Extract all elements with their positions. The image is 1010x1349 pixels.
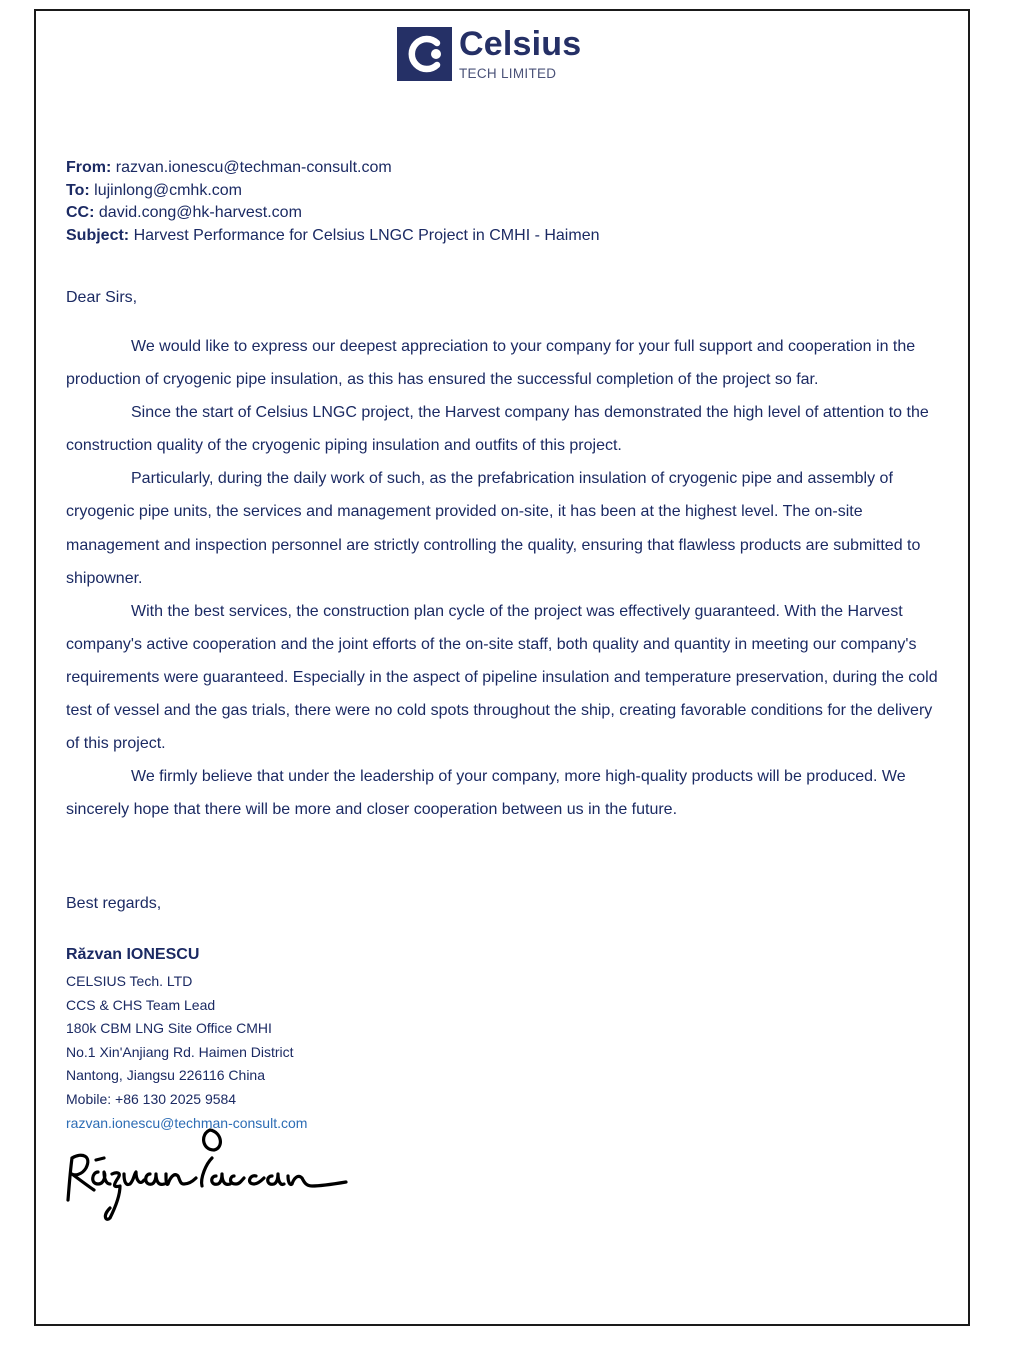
to-label: To:	[66, 181, 90, 199]
email-header	[66, 157, 599, 247]
paragraph: We firmly believe that under the leadership of your company, more high-quality products will be produced. We sincerely hope that there will be more and closer cooperation between us in the future.	[66, 768, 906, 819]
cc-line	[66, 202, 599, 225]
subject-value: Harvest Performance for Celsius LNGC Project in CMHI - Haimen	[133, 226, 600, 244]
closing: Best regards,	[66, 895, 162, 912]
logo-name: Celsius	[459, 25, 582, 63]
paragraph: With the best services, the construction plan cycle of the project was effectively guaranteed. With the Harvest company's active cooperation and the joint efforts of the on-site staff, both quality and quantity in meeting our company's requirements were guaranteed. Especially in the aspect of pipeline insulation and temperature preservation, during the cold test of vessel and the gas trials, there were no cold spots throughout the ship, creating favorable conditions for the delivery of this project.	[66, 602, 938, 753]
signatory-office: 180k CBM LNG Site Office CMHI	[66, 1020, 272, 1037]
greeting: Dear Sirs,	[66, 289, 138, 306]
signatory-company: CELSIUS Tech. LTD	[66, 973, 193, 989]
letter-body	[66, 330, 938, 826]
cc-value: david.cong@hk-harvest.com	[98, 204, 302, 221]
company-logo	[397, 27, 597, 83]
subject-label: Subject:	[66, 226, 130, 244]
from-line	[66, 157, 599, 180]
subject-line	[66, 225, 599, 248]
logo-subtitle: TECH LIMITED	[459, 66, 557, 81]
cc-label: CC:	[66, 204, 95, 221]
from-label: From:	[66, 159, 112, 176]
to-value: lujinlong@cmhk.com	[94, 181, 242, 199]
handwritten-signature	[60, 1128, 350, 1228]
paragraph: Particularly, during the daily work of such, as the prefabrication insulation of cryogenic pipe and assembly of cryogenic pipe units, the services and management provided on-site, it has been at the highest level. The on-site management and inspection personnel are strictly controlling the quality, ensuring that flawless products are submitted to shipowner.	[66, 470, 921, 587]
signatory-name: Răzvan IONESCU	[66, 946, 200, 963]
signatory-email-link[interactable]: razvan.ionescu@techman-consult.com	[66, 1114, 308, 1131]
signatory-address-line2: Nantong, Jiangsu 226116 China	[66, 1067, 266, 1084]
celsius-logo-icon	[397, 27, 452, 81]
paragraph: We would like to express our deepest appreciation to your company for your full support and cooperation in the production of cryogenic pipe insulation, as this has ensured the successful completion of the project so far.	[66, 338, 916, 389]
signatory-mobile: Mobile: +86 130 2025 9584	[66, 1090, 237, 1107]
signatory-role: CCS & CHS Team Lead	[66, 996, 216, 1013]
signature-details	[66, 970, 307, 1135]
to-line	[66, 180, 599, 203]
signatory-address-line1: No.1 Xin'Anjiang Rd. Haimen District	[66, 1043, 294, 1060]
from-value: razvan.ionescu@techman-consult.com	[115, 159, 392, 176]
paragraph: Since the start of Celsius LNGC project, the Harvest company has demonstrated the high level of attention to the construction quality of the cryogenic piping insulation and outfits of this project.	[66, 404, 929, 455]
